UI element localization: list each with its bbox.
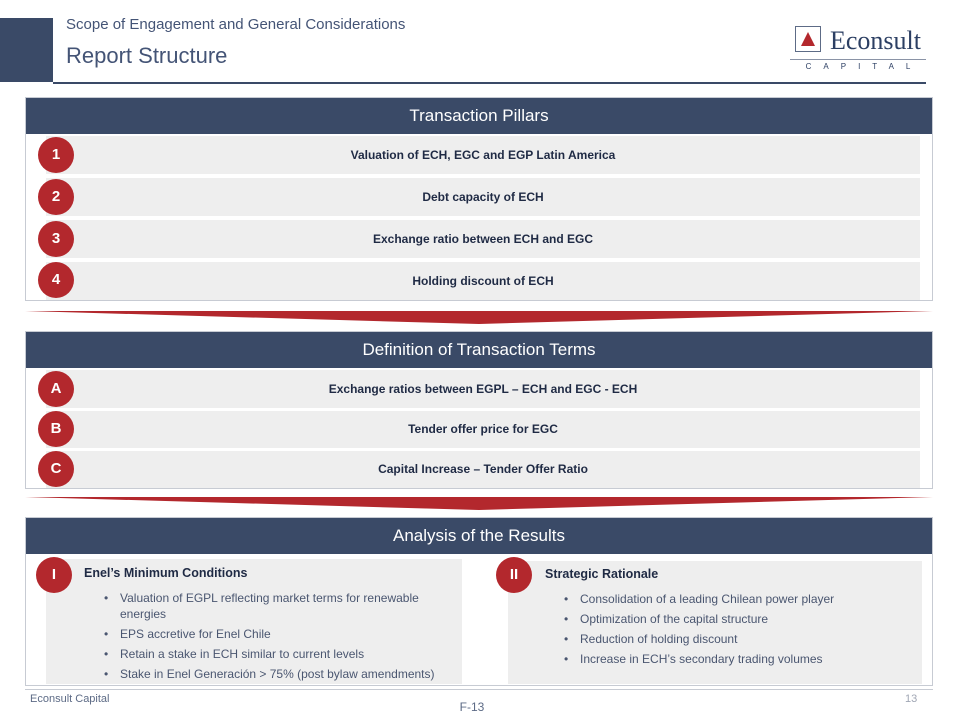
- analysis-badge: I: [36, 557, 72, 593]
- minimum-conditions-list: [102, 590, 452, 686]
- term-badge: C: [38, 451, 74, 487]
- logo-wordmark: Econsult: [830, 26, 921, 55]
- pillar-label: Exchange ratio between ECH and EGC: [372, 232, 594, 246]
- term-row: [46, 411, 920, 448]
- term-badge: B: [38, 411, 74, 447]
- list-item: • Reduction of holding discount: [562, 631, 912, 647]
- list-item: • Stake in Enel Generación > 75% (post bylaw amendments): [102, 666, 452, 682]
- pillar-label: Valuation of ECH, EGC and EGP Latin America: [350, 148, 616, 162]
- pillar-row: [46, 220, 920, 258]
- list-item: • Valuation of EGPL reflecting market terms for renewable energies: [102, 590, 452, 622]
- list-item: • EPS accretive for Enel Chile: [102, 626, 452, 642]
- panel-title: Strategic Rationale: [545, 567, 659, 581]
- page-subtitle: Scope of Engagement and General Considerations: [66, 16, 406, 33]
- section-heading: Analysis of the Results: [26, 518, 932, 554]
- pillar-badge: 1: [38, 137, 74, 173]
- header-accent-block: [0, 18, 53, 82]
- term-row: [46, 370, 920, 408]
- logo-subtext: CAPITAL: [805, 62, 923, 71]
- chevron-down-icon: [25, 495, 933, 511]
- footer-doc-ref: F-13: [459, 700, 485, 714]
- footer-page-number: 13: [905, 693, 918, 705]
- term-label: Exchange ratios between EGPL – ECH and EGC - ECH: [328, 382, 638, 396]
- pillar-row: [46, 136, 920, 174]
- term-row: [46, 451, 920, 488]
- pillar-label: Debt capacity of ECH: [422, 190, 544, 204]
- pillar-row: [46, 262, 920, 300]
- pillar-badge: 3: [38, 221, 74, 257]
- list-item: • Optimization of the capital structure: [562, 611, 912, 627]
- pillar-badge: 4: [38, 262, 74, 298]
- header-divider: [53, 82, 926, 84]
- pillar-row: [46, 178, 920, 216]
- chevron-down-icon: [25, 309, 933, 325]
- analysis-badge: II: [496, 557, 532, 593]
- term-badge: A: [38, 371, 74, 407]
- section-heading: Transaction Pillars: [26, 98, 932, 134]
- panel-title: Enel’s Minimum Conditions: [84, 566, 248, 580]
- list-item: • Increase in ECH’s secondary trading volumes: [562, 651, 912, 667]
- section-heading: Definition of Transaction Terms: [26, 332, 932, 368]
- strategic-rationale-list: [562, 591, 912, 671]
- footer-company: Econsult Capital: [30, 693, 110, 705]
- logo-icon: [795, 26, 821, 52]
- footer-divider: [25, 689, 933, 690]
- logo-divider: [790, 59, 926, 60]
- page-title: Report Structure: [66, 43, 228, 68]
- pillar-label: Holding discount of ECH: [412, 274, 554, 288]
- term-label: Capital Increase – Tender Offer Ratio: [378, 462, 588, 476]
- list-item: • Retain a stake in ECH similar to current levels: [102, 646, 452, 662]
- pillar-badge: 2: [38, 179, 74, 215]
- term-label: Tender offer price for EGC: [408, 422, 558, 436]
- list-item: • Consolidation of a leading Chilean power player: [562, 591, 912, 607]
